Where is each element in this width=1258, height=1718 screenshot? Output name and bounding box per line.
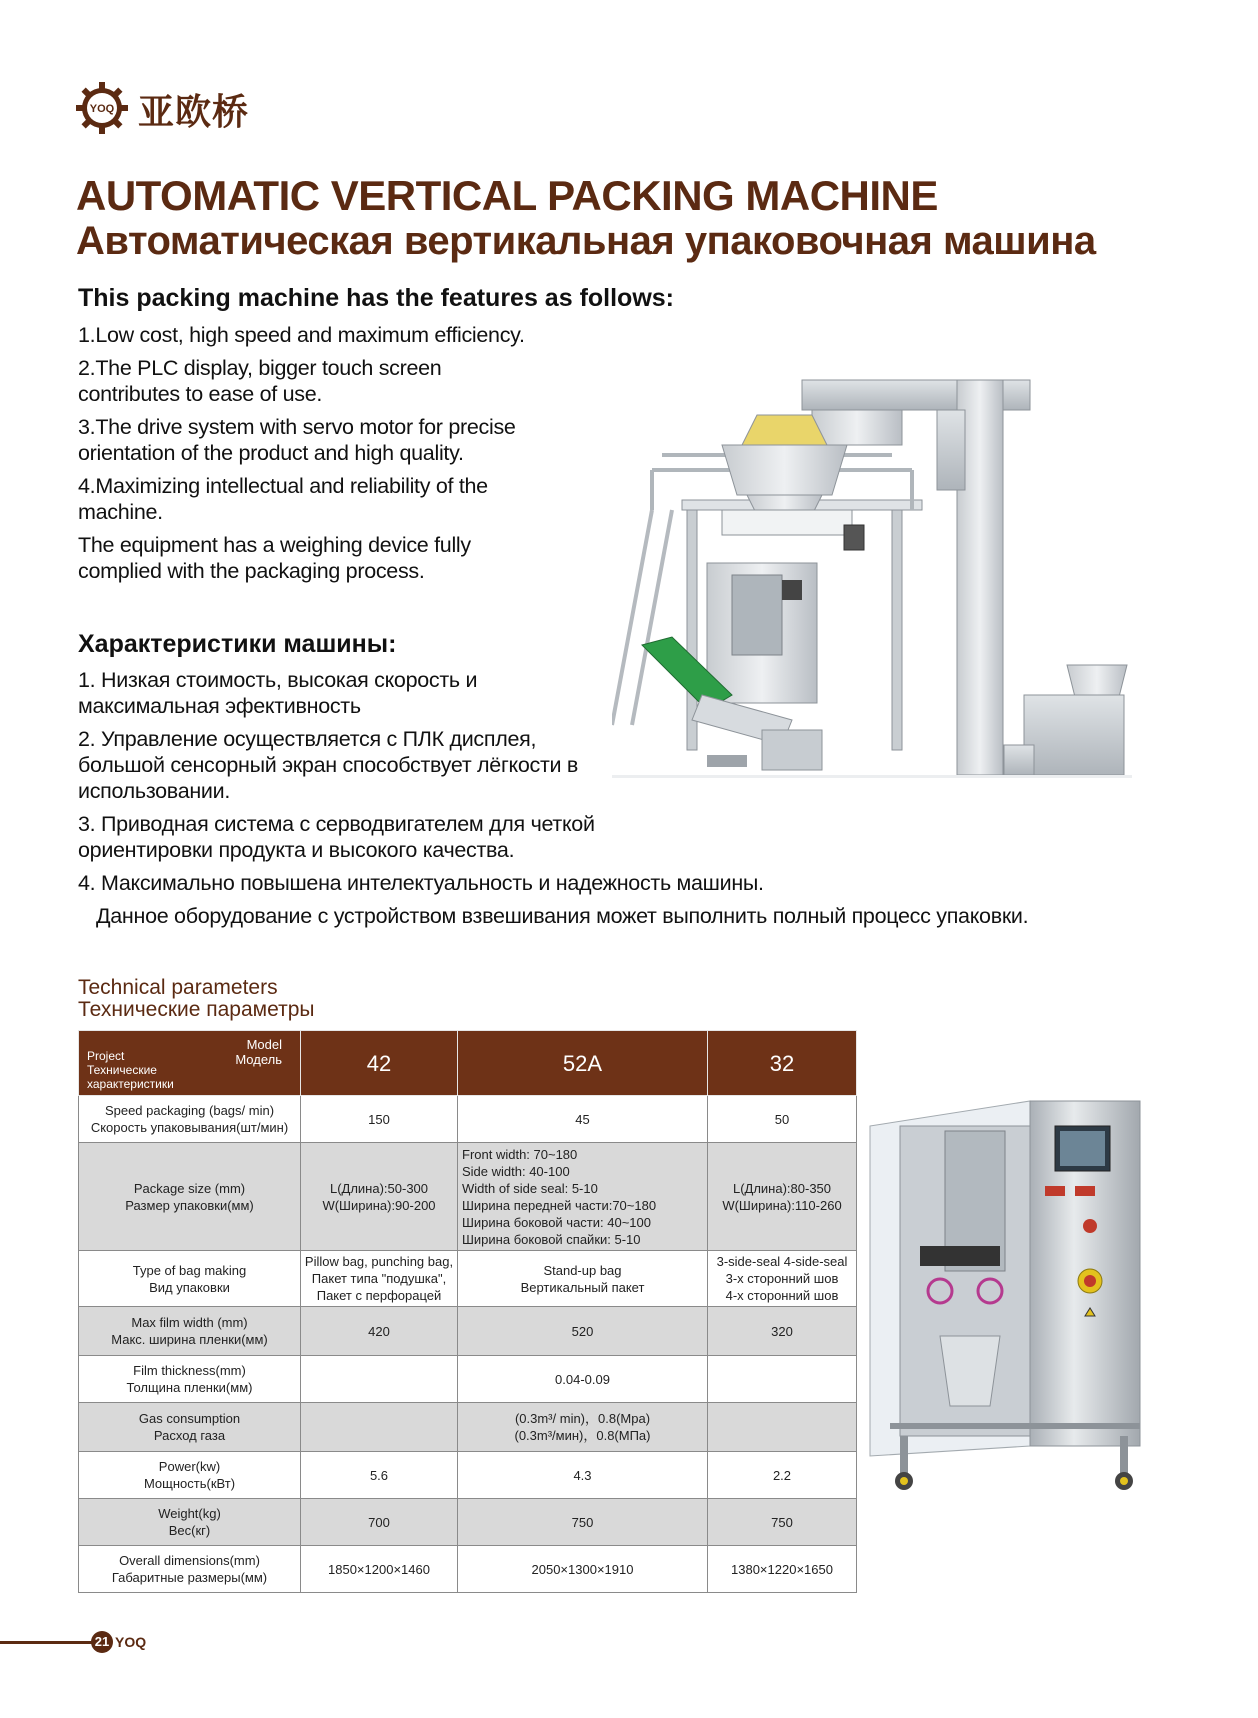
value-cell	[301, 1356, 458, 1403]
table-corner-cell	[79, 1031, 301, 1096]
row-label-cell: Type of bag making Вид упаковки	[79, 1251, 301, 1307]
features-ru-heading: Характеристики машины:	[78, 630, 397, 658]
value-cell: 2050×1300×1910	[458, 1546, 708, 1593]
value-cell: (0.3m³/ min)，0.8(Mpa) (0.3m³/мин)，0.8(МПа)	[458, 1403, 708, 1452]
table-row	[79, 1143, 857, 1251]
tech-params-table	[78, 1030, 857, 1593]
feature-ru-item: 4. Максимально повышена интелектуальность и надежность машины.	[78, 871, 764, 895]
row-label-cell: Package size (mm) Размер упаковки(мм)	[79, 1143, 301, 1251]
value-cell: 2.2	[708, 1452, 857, 1499]
table-row	[79, 1452, 857, 1499]
model-header: 42	[301, 1031, 458, 1096]
feature-en-item: The equipment has a weighing device fully complied with the packaging process.	[78, 533, 471, 583]
value-cell: 1850×1200×1460	[301, 1546, 458, 1593]
row-label-cell: Gas consumption Расход газа	[79, 1403, 301, 1452]
row-label-cell: Max film width (mm) Макс. ширина пленки(мм)	[79, 1307, 301, 1356]
value-cell: 750	[458, 1499, 708, 1546]
feature-en-item: 3.The drive system with servo motor for precise orientation of the product and high quality.	[78, 415, 516, 465]
features-en-list	[78, 322, 638, 591]
value-cell: 320	[708, 1307, 857, 1356]
table-row	[79, 1096, 857, 1143]
value-cell: 1380×1220×1650	[708, 1546, 857, 1593]
feature-ru-item: Данное оборудование с устройством взвешивания может выполнить полный процесс упаковки.	[96, 904, 1029, 928]
brand-logo	[76, 82, 276, 134]
value-cell: 45	[458, 1096, 708, 1143]
title-english: AUTOMATIC VERTICAL PACKING MACHINE	[76, 172, 938, 219]
feature-en-item: 4.Maximizing intellectual and reliability of the machine.	[78, 474, 488, 524]
value-cell	[708, 1403, 857, 1452]
feature-ru-item: 1. Низкая стоимость, высокая скорость и максимальная эфективность	[78, 668, 478, 718]
model-header: 52A	[458, 1031, 708, 1096]
feature-ru-item: 3. Приводная система с серводвигателем для четкой ориентировки продукта и высокого качества.	[78, 812, 595, 862]
table-row	[79, 1546, 857, 1593]
feature-en-item: 2.The PLC display, bigger touch screen contributes to ease of use.	[78, 356, 442, 406]
value-cell: 150	[301, 1096, 458, 1143]
footer-brand: YOQ	[115, 1634, 147, 1650]
value-cell: Pillow bag, punching bag, Пакет типа "подушка", Пакет с перфорацей	[301, 1251, 458, 1307]
packing-machine-image	[612, 375, 1132, 800]
value-cell	[301, 1403, 458, 1452]
value-cell: 4.3	[458, 1452, 708, 1499]
tech-heading-ru: Технические параметры	[78, 998, 315, 1021]
value-cell: 750	[708, 1499, 857, 1546]
title-russian: Автоматическая вертикальная упаковочная машина	[76, 219, 1096, 263]
value-cell	[708, 1356, 857, 1403]
table-row	[79, 1356, 857, 1403]
brand-name-cn: 亚欧桥	[138, 92, 250, 133]
row-label-cell: Speed packaging (bags/ min) Скорость упаковывания(шт/мин)	[79, 1096, 301, 1143]
value-cell: 5.6	[301, 1452, 458, 1499]
value-cell: L(Длина):80-350 W(Ширина):110-260	[708, 1143, 857, 1251]
gear-logo-icon	[76, 82, 128, 134]
svg-text:YOQ: YOQ	[89, 103, 115, 115]
value-cell: 520	[458, 1307, 708, 1356]
row-label-cell: Weight(kg) Вес(кг)	[79, 1499, 301, 1546]
table-row	[79, 1403, 857, 1452]
corner-project-label: Project Технические характеристики	[87, 1049, 174, 1091]
features-en-heading: This packing machine has the features as follows:	[78, 284, 674, 312]
footer-line	[0, 1641, 94, 1644]
value-cell: 0.04-0.09	[458, 1356, 708, 1403]
table-row	[79, 1499, 857, 1546]
tech-heading-en: Technical parameters	[78, 976, 278, 999]
value-cell: 420	[301, 1307, 458, 1356]
value-cell: Front width: 70~180 Side width: 40-100 Width of side seal: 5-10 Ширина передней части:70~180 Ширина боковой части: 40~100 Ширина боковой спайки: 5-10	[458, 1143, 708, 1251]
model-header: 32	[708, 1031, 857, 1096]
vertical-packer-image	[860, 1086, 1160, 1506]
table-row	[79, 1251, 857, 1307]
value-cell: Stand-up bag Вертикальный пакет	[458, 1251, 708, 1307]
row-label-cell: Power(kw) Мощность(кВт)	[79, 1452, 301, 1499]
value-cell: 700	[301, 1499, 458, 1546]
corner-model-label: Model Модель	[235, 1037, 282, 1067]
feature-ru-item: 2. Управление осуществляется с ПЛК дисплея, большой сенсорный экран способствует лёгкости в использовании.	[78, 727, 579, 803]
table-row	[79, 1307, 857, 1356]
page-number: 21	[91, 1631, 113, 1653]
value-cell: 50	[708, 1096, 857, 1143]
row-label-cell: Overall dimensions(mm) Габаритные размеры(мм)	[79, 1546, 301, 1593]
table-header-row	[79, 1031, 857, 1096]
value-cell: 3-side-seal 4-side-seal 3-х сторонний шов 4-х сторонний шов	[708, 1251, 857, 1307]
row-label-cell: Film thickness(mm) Толщина пленки(мм)	[79, 1356, 301, 1403]
feature-en-item: 1.Low cost, high speed and maximum efficiency.	[78, 323, 525, 347]
table-body	[79, 1096, 857, 1593]
value-cell: L(Длина):50-300 W(Ширина):90-200	[301, 1143, 458, 1251]
